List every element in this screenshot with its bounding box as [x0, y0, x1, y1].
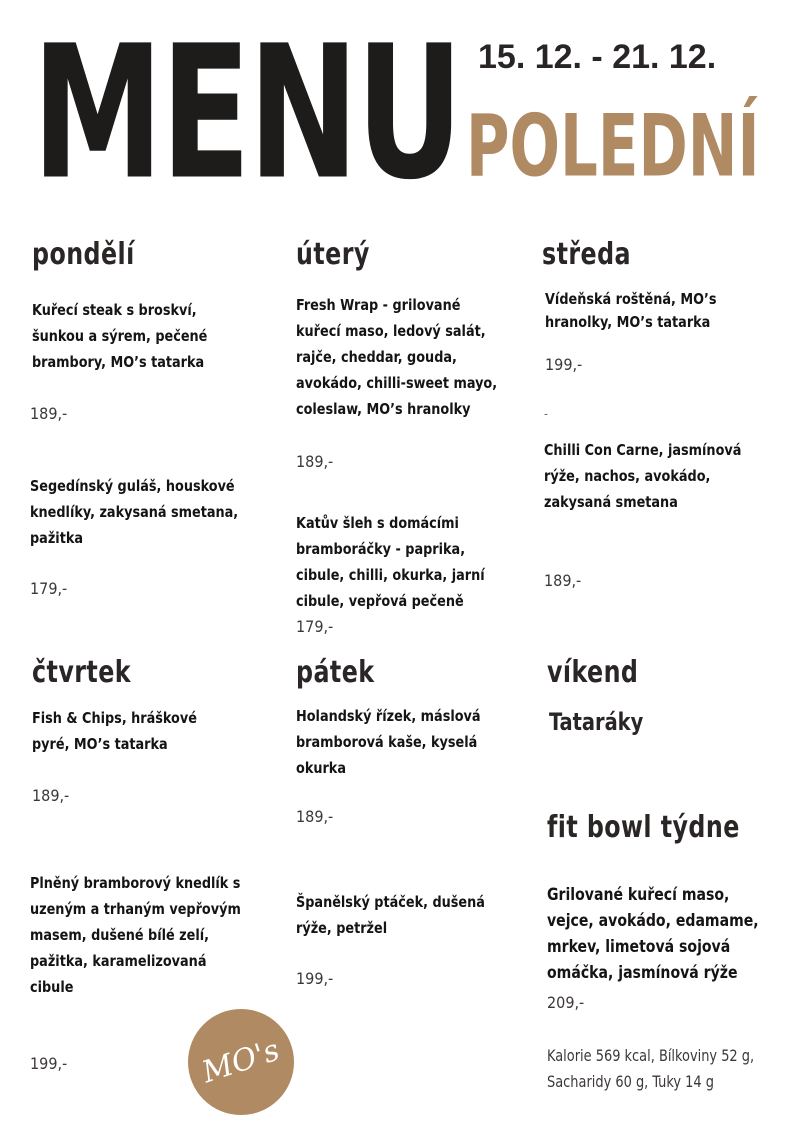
price-friday-2: 199,-	[296, 969, 334, 988]
fit-bowl-nutrition-line-2: Sacharidy 60 g, Tuky 14 g	[547, 1072, 714, 1091]
day-heading-tuesday: úterý	[296, 237, 370, 272]
dish-tuesday-1: Fresh Wrap - grilované kuřecí maso, ledový salát, rajče, cheddar, gouda, avokádo, chilli-sweet mayo, coleslaw, MO’s hranolky	[296, 296, 498, 418]
price-tuesday-2: 179,-	[296, 617, 334, 636]
weekend-item: Tataráky	[549, 708, 644, 736]
mos-logo	[188, 1009, 294, 1115]
dish-thursday-2: Plněný bramborový knedlík s uzeným a trhaným vepřovým masem, dušené bílé zelí, pažitka, karamelizovaná cibule	[30, 874, 241, 996]
price-tuesday-1: 189,-	[296, 452, 334, 471]
dish-friday-1: Holandský řízek, máslová bramborová kaše, kyselá okurka	[296, 707, 481, 777]
dish-thursday-1: Fish & Chips, hráškové pyré, MO’s tatarka	[32, 709, 197, 753]
price-monday-1: 189,-	[30, 404, 68, 423]
dish-monday-2: Segedínský guláš, houskové knedlíky, zakysaná smetana, pažitka	[30, 477, 239, 547]
menu-title: MENU	[32, 6, 461, 221]
price-wednesday-1: 199,-	[545, 355, 583, 374]
fit-bowl-price: 209,-	[547, 993, 585, 1012]
logo-text: MO's	[197, 1032, 284, 1091]
price-thursday-1: 189,-	[32, 786, 70, 805]
dish-monday-1: Kuřecí steak s broskví, šunkou a sýrem, pečené brambory, MO’s tatarka	[32, 301, 208, 371]
dish-friday-2: Španělský ptáček, dušená rýže, petržel	[296, 893, 485, 937]
day-heading-friday: pátek	[296, 655, 375, 690]
price-monday-2: 179,-	[30, 579, 68, 598]
price-friday-1: 189,-	[296, 807, 334, 826]
fit-bowl-nutrition-line-1: Kalorie 569 kcal, Bílkoviny 52 g,	[547, 1046, 755, 1065]
dish-tuesday-2: Katův šleh s domácími bramboráčky - paprika, cibule, chilli, okurka, jarní cibule, vepřová pečeně	[296, 514, 485, 610]
fit-bowl-heading: fit bowl týdne	[547, 810, 740, 845]
dish-wednesday-2: Chilli Con Carne, jasmínová rýže, nachos, avokádo, zakysaná smetana	[544, 441, 742, 511]
day-heading-monday: pondělí	[32, 237, 135, 272]
dish-wednesday-1: Vídeňská roštěná, MO’s hranolky, MO’s tatarka	[545, 290, 717, 331]
day-heading-wednesday: středa	[542, 237, 632, 272]
date-range: 15. 12. - 21. 12.	[478, 38, 717, 76]
fit-bowl-dish: Grilované kuřecí maso, vejce, avokádo, edamame, mrkev, limetová sojová omáčka, jasmínová rýže	[547, 885, 759, 983]
menu-subtitle: POLEDNÍ	[466, 96, 760, 197]
price-wednesday-2: 189,-	[544, 571, 582, 590]
day-heading-thursday: čtvrtek	[32, 655, 131, 690]
day-heading-weekend: víkend	[547, 655, 639, 690]
separator-wednesday: -	[544, 407, 548, 421]
price-thursday-2: 199,-	[30, 1054, 68, 1073]
